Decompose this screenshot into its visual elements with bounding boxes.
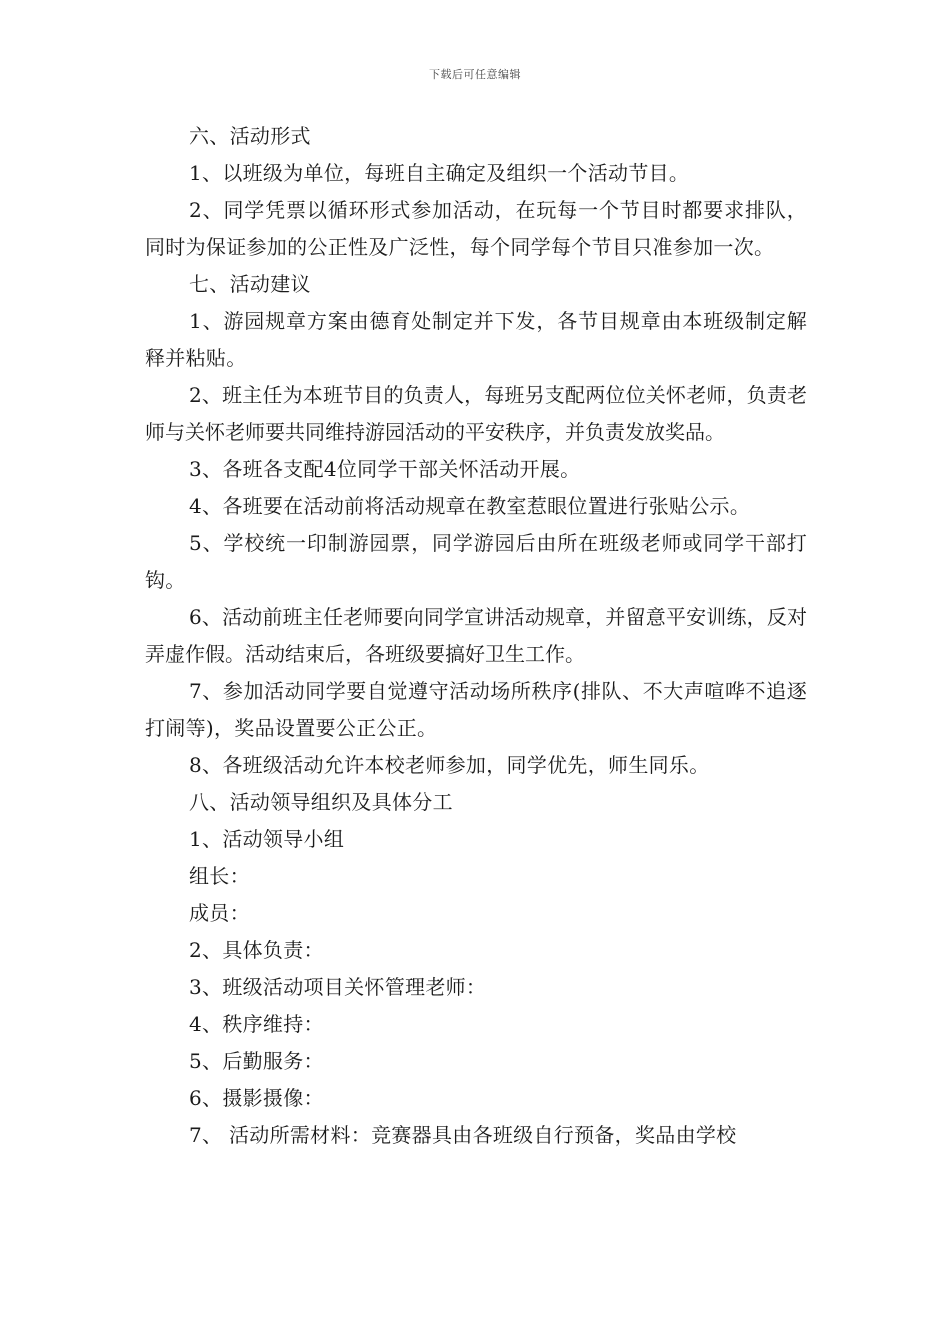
- paragraph: 组长：: [189, 864, 250, 888]
- paragraph: 7、参加活动同学要自觉遵守活动场所秩序(排队、不大声喧哗不追逐打闹等)，奖品设置要公正公正。: [145, 679, 807, 740]
- paragraph: 1、游园规章方案由德育处制定并下发，各节目规章由本班级制定解释并粘贴。: [145, 309, 807, 370]
- paragraph: 8、各班级活动允许本校老师参加，同学优先，师生同乐。: [189, 753, 710, 777]
- document-body: [145, 118, 807, 1154]
- paragraph: 2、具体负责：: [189, 938, 324, 962]
- paragraph: 1、活动领导小组: [189, 827, 345, 851]
- paragraph: 2、班主任为本班节目的负责人，每班另支配两位位关怀老师，负责老师与关怀老师要共同维持游园活动的平安秩序，并负责发放奖品。: [145, 383, 807, 444]
- section-heading-6: 六、活动形式: [189, 124, 311, 148]
- section-heading-7: 七、活动建议: [189, 272, 311, 296]
- paragraph: 2、同学凭票以循环形式参加活动，在玩每一个节目时都要求排队，同时为保证参加的公正性及广泛性，每个同学每个节目只准参加一次。: [145, 198, 807, 259]
- paragraph: 7、 活动所需材料：竞赛器具由各班级自行预备，奖品由学校: [189, 1123, 737, 1147]
- paragraph: 3、班级活动项目关怀管理老师：: [189, 975, 487, 999]
- paragraph: 5、后勤服务：: [189, 1049, 324, 1073]
- paragraph: 1、以班级为单位，每班自主确定及组织一个活动节目。: [189, 161, 690, 185]
- paragraph: 6、摄影摄像：: [189, 1086, 324, 1110]
- paragraph: 5、学校统一印制游园票，同学游园后由所在班级老师或同学干部打钩。: [145, 531, 807, 592]
- section-heading-8: 八、活动领导组织及具体分工: [189, 790, 453, 814]
- paragraph: 成员：: [189, 901, 250, 925]
- paragraph: 4、秩序维持：: [189, 1012, 324, 1036]
- paragraph: 3、各班各支配4位同学干部关怀活动开展。: [189, 457, 581, 481]
- page-header: 下载后可任意编辑: [429, 68, 521, 81]
- paragraph: 6、活动前班主任老师要向同学宣讲活动规章，并留意平安训练，反对弄虚作假。活动结束后，各班级要搞好卫生工作。: [145, 605, 807, 666]
- paragraph: 4、各班要在活动前将活动规章在教室惹眼位置进行张贴公示。: [189, 494, 751, 518]
